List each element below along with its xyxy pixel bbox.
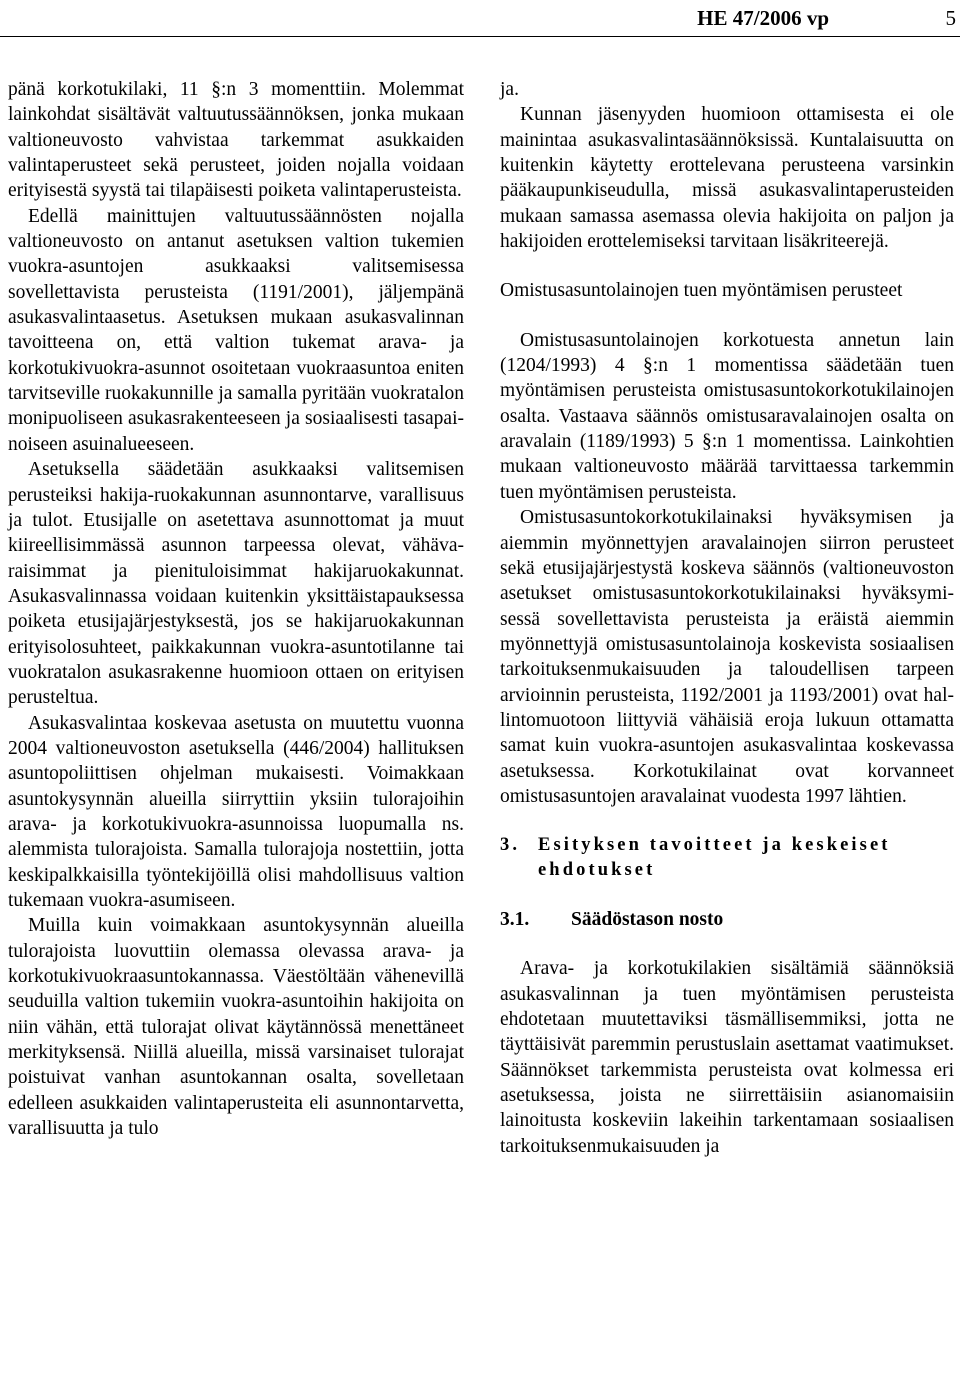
- paragraph: pänä korkotukilaki, 11 §:n 3 momenttiin. Molemmat lainkohdat sisältävät valtuutussäännöksen, jonka mukaan valtioneuvosto vahvistaa tarkemmat asukkaiden valintaperusteet sekä perusteet, joiden nojalla voidaan erityisestä syystä tai tilapäisesti poiketa valintaperusteista.: [8, 79, 464, 202]
- document-id: HE 47/2006 vp: [697, 6, 829, 30]
- paragraph: Edellä mainittujen valtuutussäännösten nojalla valtioneuvosto on antanut asetuksen valtion tukemien vuokra-asuntojen asukkaaksi valitsemisessa sovellettavista perusteista (1191/2001), jäljempänä asukasvalintaasetus. Asetuksen mukaan asukasvalinnan tavoitteena on, että valtion tukemat arava- ja korkotukivuokra-asunnot osoitetaan vuokraasuntoa eniten tarvitseville ruokakunnille ja samalla pyritään vuokratalon monipuoliseen asukasrakenteeseen ja sosiaalisesti tasapainoiseen asuinalueeseen.: [8, 205, 464, 455]
- page-number: 5: [945, 6, 956, 30]
- paragraph: Muilla kuin voimakkaan asuntokysynnän alueilla tulorajoista luovuttiin olemassa olevassa arava- ja korkotukivuokraasuntokannassa. Väestöltään vähenevillä seuduilla valtion tukemiin vuokra-asuntoihin hakijoita on niin vähän, että tulorajat olivat käytännössä menettäneet merkityksensä. Niillä alueilla, missä varsinaiset tulorajat poistuivat vanhan asuntokannan osalta, sovelletaan edelleen asukkaiden valintaperusteita eli asunnontarvetta, varallisuutta ja tulo: [8, 915, 464, 1140]
- paragraph: Asetuksella säädetään asukkaaksi valitsemisen perusteiksi hakija-ruokakunnan asunnontarve, varallisuus ja tulot. Etusijalle on asetettava asunnottomat ja muut kiireellisimmässä asunnon tarpeessa olevat, vähävaraisimmat ja pienituloisimmat hakijaruokakunnat. Asukasvalinnassa voidaan kuitenkin yksittäistapauksessa poiketa etusijajärjestyksestä, jos se hakijaruokakunnan erityisolosuhteet, paikkakunnan vuokra-asuntotilanne tai vuokratalon asukasrakenne huomioon ottaen on erityisen perusteltua.: [8, 459, 464, 709]
- page-header: [0, 0, 960, 37]
- subsection-heading: [500, 907, 954, 932]
- paragraph: Omistusasuntokorkotukilainaksi hyväksymisen ja aiemmin myönnettyjen aravalainojen siirron perusteet sekä etusijajärjestystä koskeva säännös (valtioneuvoston asetukset omistusasuntokorkotukilainaksi hyväksymisessä sovellettavista perusteista ja eräistä aiemmin myönnettyjä omistusasuntolainoja koskevista sosiaalisen tarkoituksenmukaisuuden ja taloudellisen tarpeen arvioinnin perusteista, 1192/2001 ja 1193/2001) ovat hallintomuotoon liittyviä vähäisiä eroja lukuun ottamatta samat kuin vuokra-asuntojen asukasvalintaa koskevassa asetuksessa. Korkotukilainat ovat korvanneet omistusasuntojen aravalainat vuodesta 1997 lähtien.: [500, 507, 954, 807]
- paragraph: Asukasvalintaa koskevaa asetusta on muutettu vuonna 2004 valtioneuvoston asetuksella (446/2004) hallituksen asuntopoliittisen ohjelman mukaisesti. Voimakkaan asuntokysynnän alueilla siirryttiin yksiin tulorajoihin arava- ja korkotukivuokra-asunnoissa luopumalla ns. alemmista tulorajoista. Samalla tulorajoja nostettiin, jotta keskipalkkaisilla työntekijöillä olisi mahdollisuus valtion tukemaan vuokra-asumiseen.: [8, 712, 464, 911]
- section-number: 3.: [500, 835, 521, 856]
- paragraph: Kunnan jäsenyyden huomioon ottamisesta ei ole mainintaa asukasvalintasäännöksissä. Kuntalaisuutta on kuitenkin käytetty erottelevana perusteena varsinkin pääkaupunkiseudulla, missä asukasvalintaperusteiden mukaan samassa asemassa olevia hakijoita on paljon ja hakijoiden erottelemiseksi tarvitaan lisäkriteerejä.: [500, 104, 954, 253]
- subsection-number: 3.1.: [500, 909, 530, 931]
- subsection-title: Säädöstason nosto: [571, 909, 724, 931]
- subheading: Omistusasuntolainojen tuen myöntämisen perusteet: [500, 280, 903, 302]
- paragraph: ja.: [500, 79, 519, 100]
- paragraph: Omistusasuntolainojen korkotuesta annetun lain (1204/1993) 4 §:n 1 momentissa säädetään tuen myöntämisen perusteista omistusasuntokorkotukilainojen osalta. Vastaava säännös omistusaravalainojen osalta on aravalain (1189/1993) 5 §:n 1 momentissa. Lainkohtien mukaan valtioneuvosto määrää tarvittaessa tarkemmin tuen myöntämisen perusteista.: [500, 329, 954, 503]
- section-heading: [500, 833, 954, 883]
- section-title: Esityksen tavoitteet ja keskeiset ehdotukset: [538, 835, 891, 881]
- right-column: [500, 77, 954, 1159]
- paragraph: Arava- ja korkotukilakien sisältämiä säännöksiä asukasvalinnan ja tuen myöntämisen perusteista ehdotetaan muutettaviksi täsmällisemmiksi, jotta ne täyttäisivät paremmin perustuslain asettamat vaatimukset. Säännökset tarkemmista perusteista ovat kolmessa eri asetuksessa, joista ne siirrettäisiin asianomaisiin lainoitusta koskeviin lakeihin tarkentamaan sosiaalisen tarkoituksenmukaisuuden ja: [500, 958, 954, 1157]
- left-column: [8, 77, 464, 1141]
